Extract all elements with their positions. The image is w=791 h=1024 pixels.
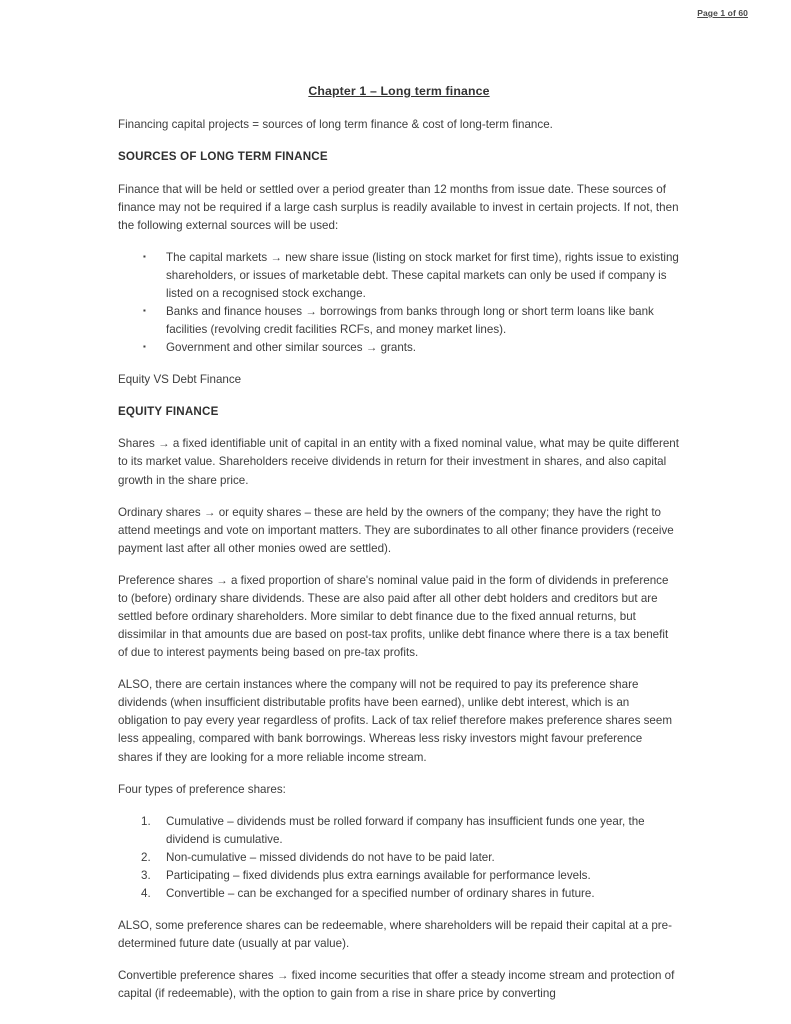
list-item-text: Banks and finance houses → borrowings from banks through long or short term loans like bank facilities (revolving credit facilities RCFs, and money market lines). <box>166 304 654 337</box>
page-number-header: Page 1 of 60 <box>697 8 748 18</box>
list-item-text: Participating – fixed dividends plus extra earnings available for performance levels. <box>166 868 591 882</box>
square-bullet-icon: ▪ <box>143 251 146 261</box>
square-bullet-icon: ▪ <box>143 342 146 352</box>
four-types-label: Four types of preference shares: <box>118 782 286 796</box>
list-number <box>141 849 151 867</box>
list-item-text: The capital markets → new share issue (listing on stock market for first time), rights issue to existing shareholders, or issues of marketable debt. These capital markets can only be used if company is listed on a recognised stock exchange. <box>166 250 679 300</box>
preference-types-list <box>118 813 680 903</box>
list-number <box>141 813 151 831</box>
document-body <box>118 84 680 1017</box>
shares-paragraph: Shares → a fixed identifiable unit of capital in an entity with a fixed nominal value, what may be quite different to its market value. Shareholders receive dividends in return for their investment in shares, and also capital growth in the share price. <box>118 437 679 487</box>
list-item <box>118 813 680 849</box>
section-heading-sources: SOURCES OF LONG TERM FINANCE <box>118 150 328 164</box>
sources-intro-paragraph: Finance that will be held or settled over a period greater than 12 months from issue date. These sources of finance may not be required if a large cash surplus is readily available to invest in certain projects. If not, then the following external sources will be used: <box>118 182 679 232</box>
sources-bullet-list <box>118 249 680 357</box>
list-number <box>141 885 151 903</box>
list-item <box>118 849 680 867</box>
also-preference-paragraph: ALSO, there are certain instances where the company will not be required to pay its preference share dividends (when insufficient distributable profits have been earned), unlike debt interest, which is an obligation to pay every year regardless of profits. Lack of tax relief therefore makes preference shares seem less appealing, compared with bank borrowings. Whereas less risky investors might favour preference shares if they are looking for a more reliable income stream. <box>118 678 673 764</box>
ordinary-shares-paragraph: Ordinary shares → or equity shares – these are held by the owners of the company; they have the right to attend meetings and vote on important matters. They are subordinates to all other finance providers (receive payment last after all other monies owed are settled). <box>118 505 674 555</box>
list-item <box>118 249 680 303</box>
list-item-text: Government and other similar sources → grants. <box>166 341 417 355</box>
preference-shares-paragraph: Preference shares → a fixed proportion of share's nominal value paid in the form of dividends in preference to (before) ordinary share dividends. These are also paid after all other debt holders and creditors but are settled before ordinary shareholders. More similar to debt finance due to the fixed annual returns, but dissimilar in that amounts due are based on post-tax profits, unlike debt finance where there is a tax benefit of due to interest payments being based on pre-tax profits. <box>118 573 669 660</box>
list-item-text: Non-cumulative – missed dividends do not have to be paid later. <box>166 850 495 864</box>
list-item-text: Convertible – can be exchanged for a specified number of ordinary shares in future. <box>166 887 595 901</box>
section-heading-equity: EQUITY FINANCE <box>118 405 219 419</box>
list-item <box>118 339 680 357</box>
page-title: Chapter 1 – Long term finance <box>308 84 490 98</box>
list-item-text: Cumulative – dividends must be rolled forward if company has insufficient funds one year, the dividend is cumulative. <box>166 814 645 846</box>
list-number <box>141 867 151 885</box>
list-item <box>118 303 680 339</box>
list-item <box>118 867 680 885</box>
list-item <box>118 885 680 903</box>
convertible-paragraph: Convertible preference shares → fixed income securities that offer a steady income stream and protection of capital (if redeemable), with the option to gain from a rise in share price by converting <box>118 969 675 1001</box>
redeemable-paragraph: ALSO, some preference shares can be redeemable, where shareholders will be repaid their capital at a pre-determined future date (usually at par value). <box>118 919 672 951</box>
intro-paragraph: Financing capital projects = sources of long term finance & cost of long-term finance. <box>118 118 553 132</box>
square-bullet-icon: ▪ <box>143 305 146 315</box>
equity-vs-debt-label: Equity VS Debt Finance <box>118 373 242 387</box>
